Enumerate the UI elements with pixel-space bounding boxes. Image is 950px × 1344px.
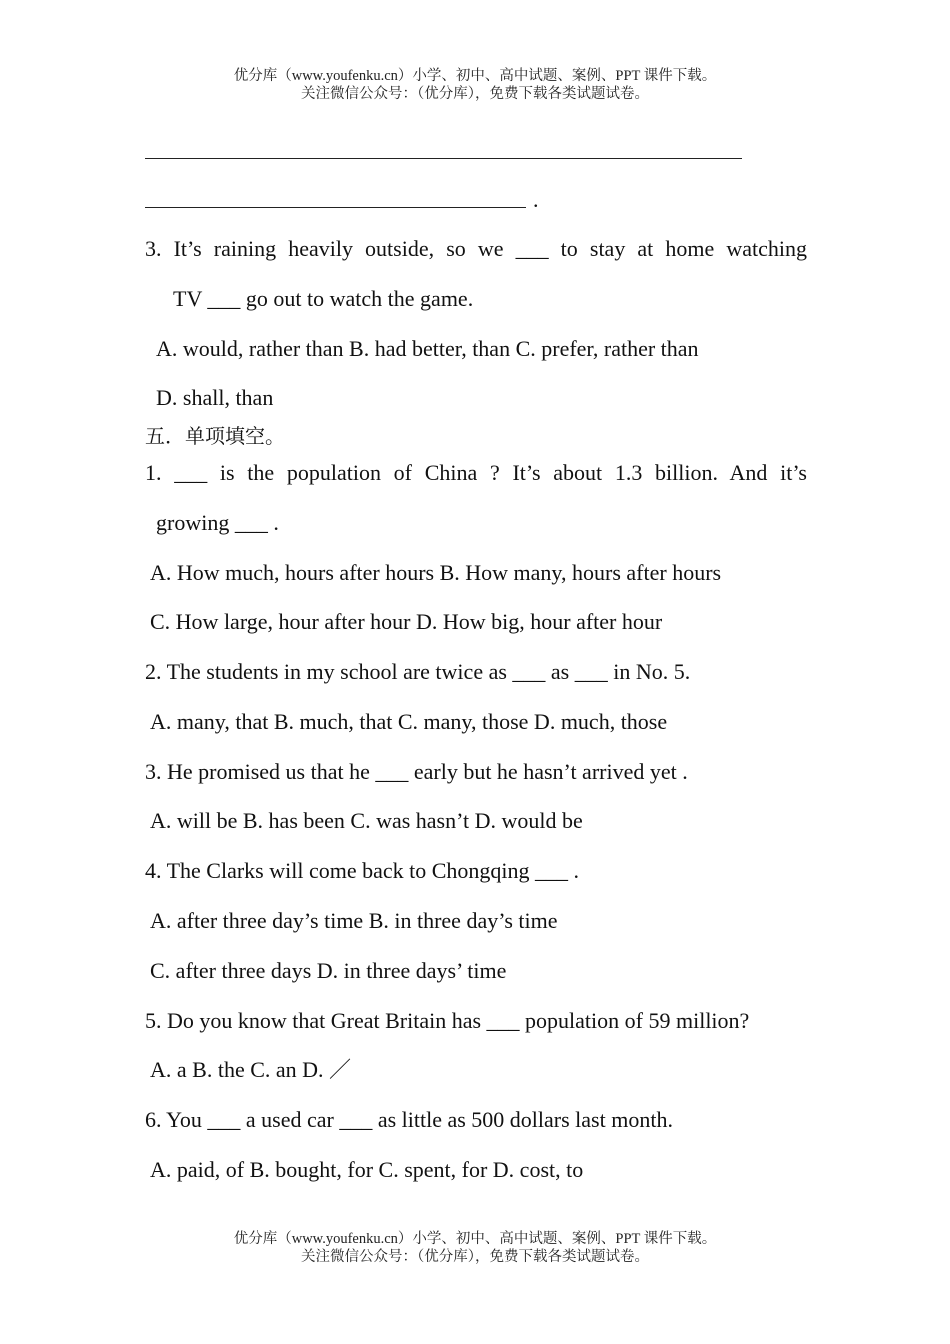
question-6-options: A. paid, of B. bought, for C. spent, for D. cost, to	[150, 1157, 584, 1182]
header-line-2: 关注微信公众号：（优分库），免费下载各类试题试卷。	[301, 86, 649, 102]
question-5-options: A. a B. the C. an D. ／	[150, 1057, 352, 1082]
question-2-stem: 2. The students in my school are twice as ___ as ___ in No. 5.	[145, 659, 691, 684]
question-4-options-line-1: A. after three day’s time B. in three day’s time	[150, 908, 558, 933]
footer-line-1: 优分库（www.youfenku.cn）小学、初中、高中试题、案例、PPT 课件下载。	[233, 1231, 717, 1247]
page-header	[0, 67, 950, 103]
question-4-stem: 4. The Clarks will come back to Chongqing ___ .	[145, 858, 580, 883]
answer-blank-line-2	[145, 207, 526, 208]
prev-question-3-options-line-1: A. would, rather than B. had better, than C. prefer, rather than	[156, 336, 699, 361]
question-1-stem-line-1: 1. ___ is the population of China ? It’s about 1.3 billion. And it’s	[145, 460, 807, 485]
page-footer	[0, 1230, 950, 1266]
question-5-stem: 5. Do you know that Great Britain has ___ population of 59 million?	[145, 1008, 750, 1033]
question-1-options-line-2: C. How large, hour after hour D. How big, hour after hour	[150, 609, 663, 634]
prev-question-3-options-line-2: D. shall, than	[156, 385, 274, 410]
question-3-stem: 3. He promised us that he ___ early but he hasn’t arrived yet .	[145, 759, 688, 784]
question-2-options: A. many, that B. much, that C. many, those D. much, those	[150, 709, 668, 734]
footer-line-2: 关注微信公众号：（优分库），免费下载各类试题试卷。	[301, 1249, 649, 1265]
question-4-options-line-2: C. after three days D. in three days’ time	[150, 958, 507, 983]
answer-blank-line-1	[145, 158, 742, 159]
question-1-stem-line-2: growing ___ .	[156, 510, 279, 535]
question-6-stem: 6. You ___ a used car ___ as little as 500 dollars last month.	[145, 1107, 673, 1132]
header-line-1: 优分库（www.youfenku.cn）小学、初中、高中试题、案例、PPT 课件下载。	[233, 68, 717, 84]
question-1-options-line-1: A. How much, hours after hours B. How many, hours after hours	[150, 560, 722, 585]
prev-question-3-stem-line-1: 3. It’s raining heavily outside, so we ___ to stay at home watching	[145, 236, 807, 261]
question-3-options: A. will be B. has been C. was hasn’t D. would be	[150, 808, 583, 833]
section-title: 五．单项填空。	[145, 424, 285, 448]
answer-blank-end-mark: .	[533, 187, 539, 212]
prev-question-3-stem-line-2: TV ___ go out to watch the game.	[173, 286, 474, 311]
